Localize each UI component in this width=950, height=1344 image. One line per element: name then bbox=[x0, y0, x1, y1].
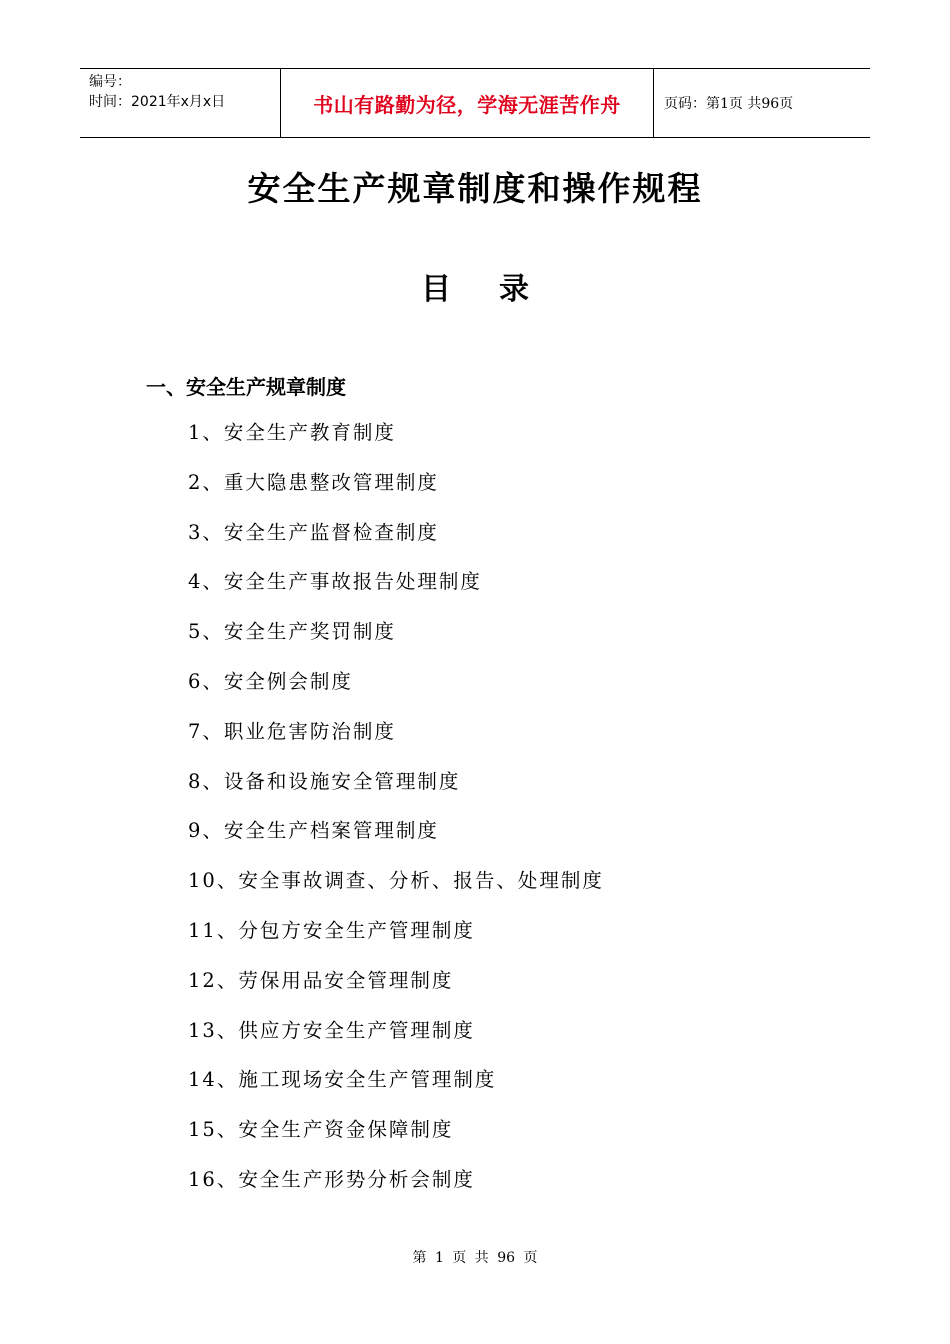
toc-item: 10、安全事故调查、分析、报告、处理制度 bbox=[188, 869, 604, 893]
toc-title: 目录 bbox=[421, 272, 577, 307]
toc-list bbox=[188, 419, 604, 1216]
number-label: 编号： bbox=[89, 74, 131, 90]
header-meta bbox=[80, 69, 281, 137]
header-motto: 书山有路勤为径，学海无涯苦作舟 bbox=[281, 69, 654, 137]
toc-item: 9、安全生产档案管理制度 bbox=[188, 819, 439, 843]
toc-item: 16、安全生产形势分析会制度 bbox=[188, 1167, 475, 1191]
section-heading: 一、安全生产规章制度 bbox=[146, 375, 346, 399]
toc-item: 13、供应方安全生产管理制度 bbox=[188, 1018, 475, 1042]
time-label: 时间：2021年x月x日 bbox=[89, 94, 226, 110]
toc-item: 12、劳保用品安全管理制度 bbox=[188, 968, 454, 992]
page-footer: 第 1 页 共 96 页 bbox=[412, 1250, 538, 1266]
toc-item: 15、安全生产资金保障制度 bbox=[188, 1118, 454, 1142]
document-title: 安全生产规章制度和操作规程 bbox=[247, 169, 703, 208]
toc-item: 4、安全生产事故报告处理制度 bbox=[188, 570, 482, 594]
toc-item: 5、安全生产奖罚制度 bbox=[188, 620, 396, 644]
page-header bbox=[80, 68, 870, 138]
toc-item: 6、安全例会制度 bbox=[188, 669, 353, 693]
toc-item: 7、职业危害防治制度 bbox=[188, 719, 396, 743]
toc-item: 14、施工现场安全生产管理制度 bbox=[188, 1068, 497, 1092]
toc-item: 1、安全生产教育制度 bbox=[188, 421, 396, 444]
toc-item: 11、分包方安全生产管理制度 bbox=[188, 918, 475, 942]
toc-item: 8、设备和设施安全管理制度 bbox=[188, 769, 461, 793]
toc-item: 2、重大隐患整改管理制度 bbox=[188, 470, 439, 494]
header-page-info: 页码：第1页 共96页 bbox=[664, 96, 794, 112]
toc-item: 3、安全生产监督检查制度 bbox=[188, 520, 439, 544]
